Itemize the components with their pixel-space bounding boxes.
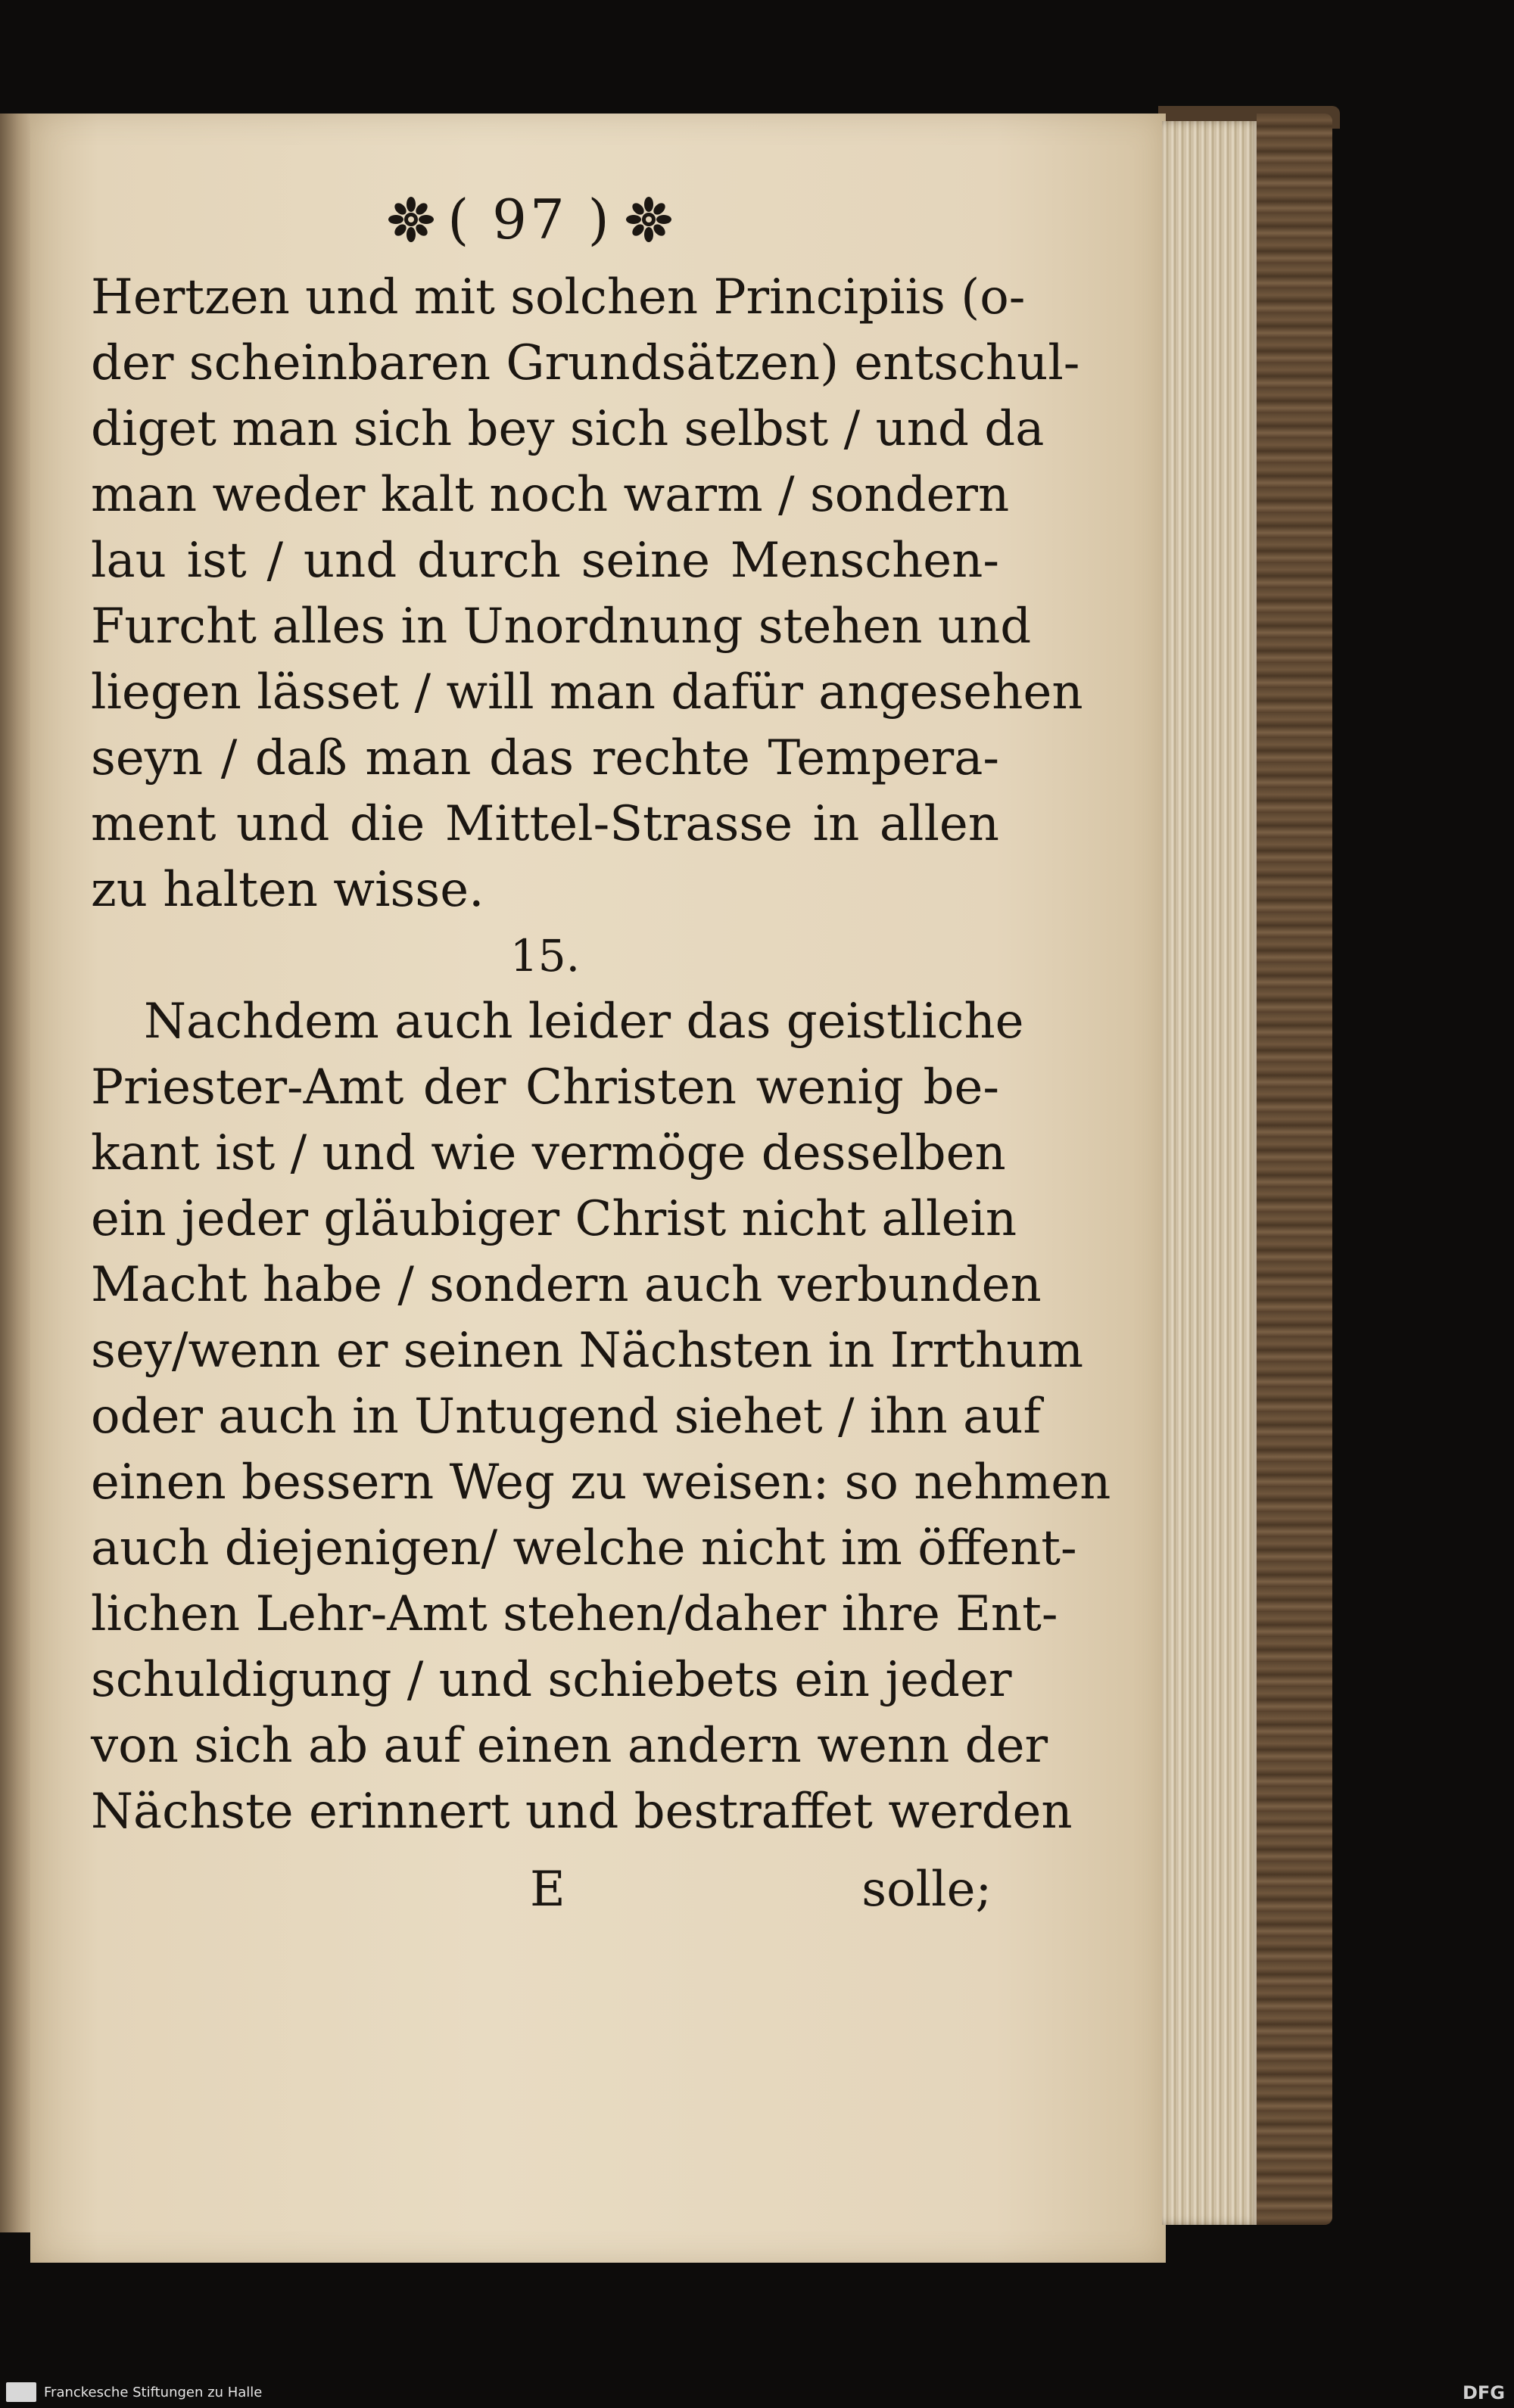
text-line: man weder kalt noch warm / sondern (91, 467, 1010, 523)
page-foot (91, 1862, 999, 1937)
institution-logo-icon (6, 2382, 36, 2402)
text-line: Macht habe / sondern auch verbunden (91, 1257, 1042, 1313)
dfg-logo: DFG (1462, 2382, 1505, 2403)
text-line: seyn / daß man das rechte Tempera- (91, 730, 999, 786)
page-header (318, 178, 742, 261)
institution-name: Franckesche Stiftungen zu Halle (44, 2385, 263, 2400)
left-page-edge (0, 114, 33, 2232)
text-line: kant ist / und wie vermöge desselben (91, 1125, 1006, 1181)
text-line: Nachdem auch leider das geistliche (144, 994, 1024, 1050)
text-line: einen bessern Weg zu weisen: so nehmen (91, 1454, 1111, 1510)
text-line: auch diejenigen/ welche nicht im öffent- (91, 1520, 1077, 1576)
book-cover-spine (1257, 114, 1332, 2225)
page-number: ( 97 ) (447, 188, 612, 251)
text-line: lau ist / und durch seine Menschen- (91, 533, 999, 589)
text-line: oder auch in Untugend siehet / ihn auf (91, 1389, 1042, 1445)
flower-ornament-icon (388, 197, 434, 242)
text-line: Furcht alles in Unordnung stehen und (91, 599, 1032, 655)
text-line: ein jeder gläubiger Christ nicht allein (91, 1191, 1017, 1247)
text-line: Nächste erinnert und bestraffet werden (91, 1784, 1073, 1840)
text-line: schuldigung / und schiebets ein jeder (91, 1652, 1012, 1708)
flower-ornament-icon (626, 197, 671, 242)
body-text (91, 265, 1111, 1845)
text-line: der scheinbaren Grundsätzen) entschul- (91, 335, 1080, 391)
catchword: solle; (861, 1862, 992, 1918)
text-line: Hertzen und mit solchen Principiis (o- (91, 269, 1026, 325)
text-line: ment und die Mittel-Strasse in allen (91, 796, 999, 852)
text-line: liegen lässet / will man dafür angesehen (91, 664, 1083, 720)
text-line: von sich ab auf einen andern wenn der (91, 1718, 1048, 1774)
text-line: sey/wenn er seinen Nächsten in Irrthum (91, 1323, 1084, 1379)
text-line: zu halten wisse. (91, 862, 484, 918)
text-line: Priester-Amt der Christen wenig be- (91, 1059, 999, 1115)
text-line: lichen Lehr-Amt stehen/daher ihre Ent- (91, 1586, 1058, 1642)
viewer-footer (0, 2376, 1514, 2408)
paragraph (91, 265, 1083, 923)
page-stack-edges (1162, 121, 1260, 2225)
text-line: diget man sich bey sich selbst / und da (91, 401, 1045, 457)
paragraph (91, 989, 1111, 1845)
signature-mark: E (530, 1862, 565, 1918)
section-number: 15. (509, 930, 581, 982)
